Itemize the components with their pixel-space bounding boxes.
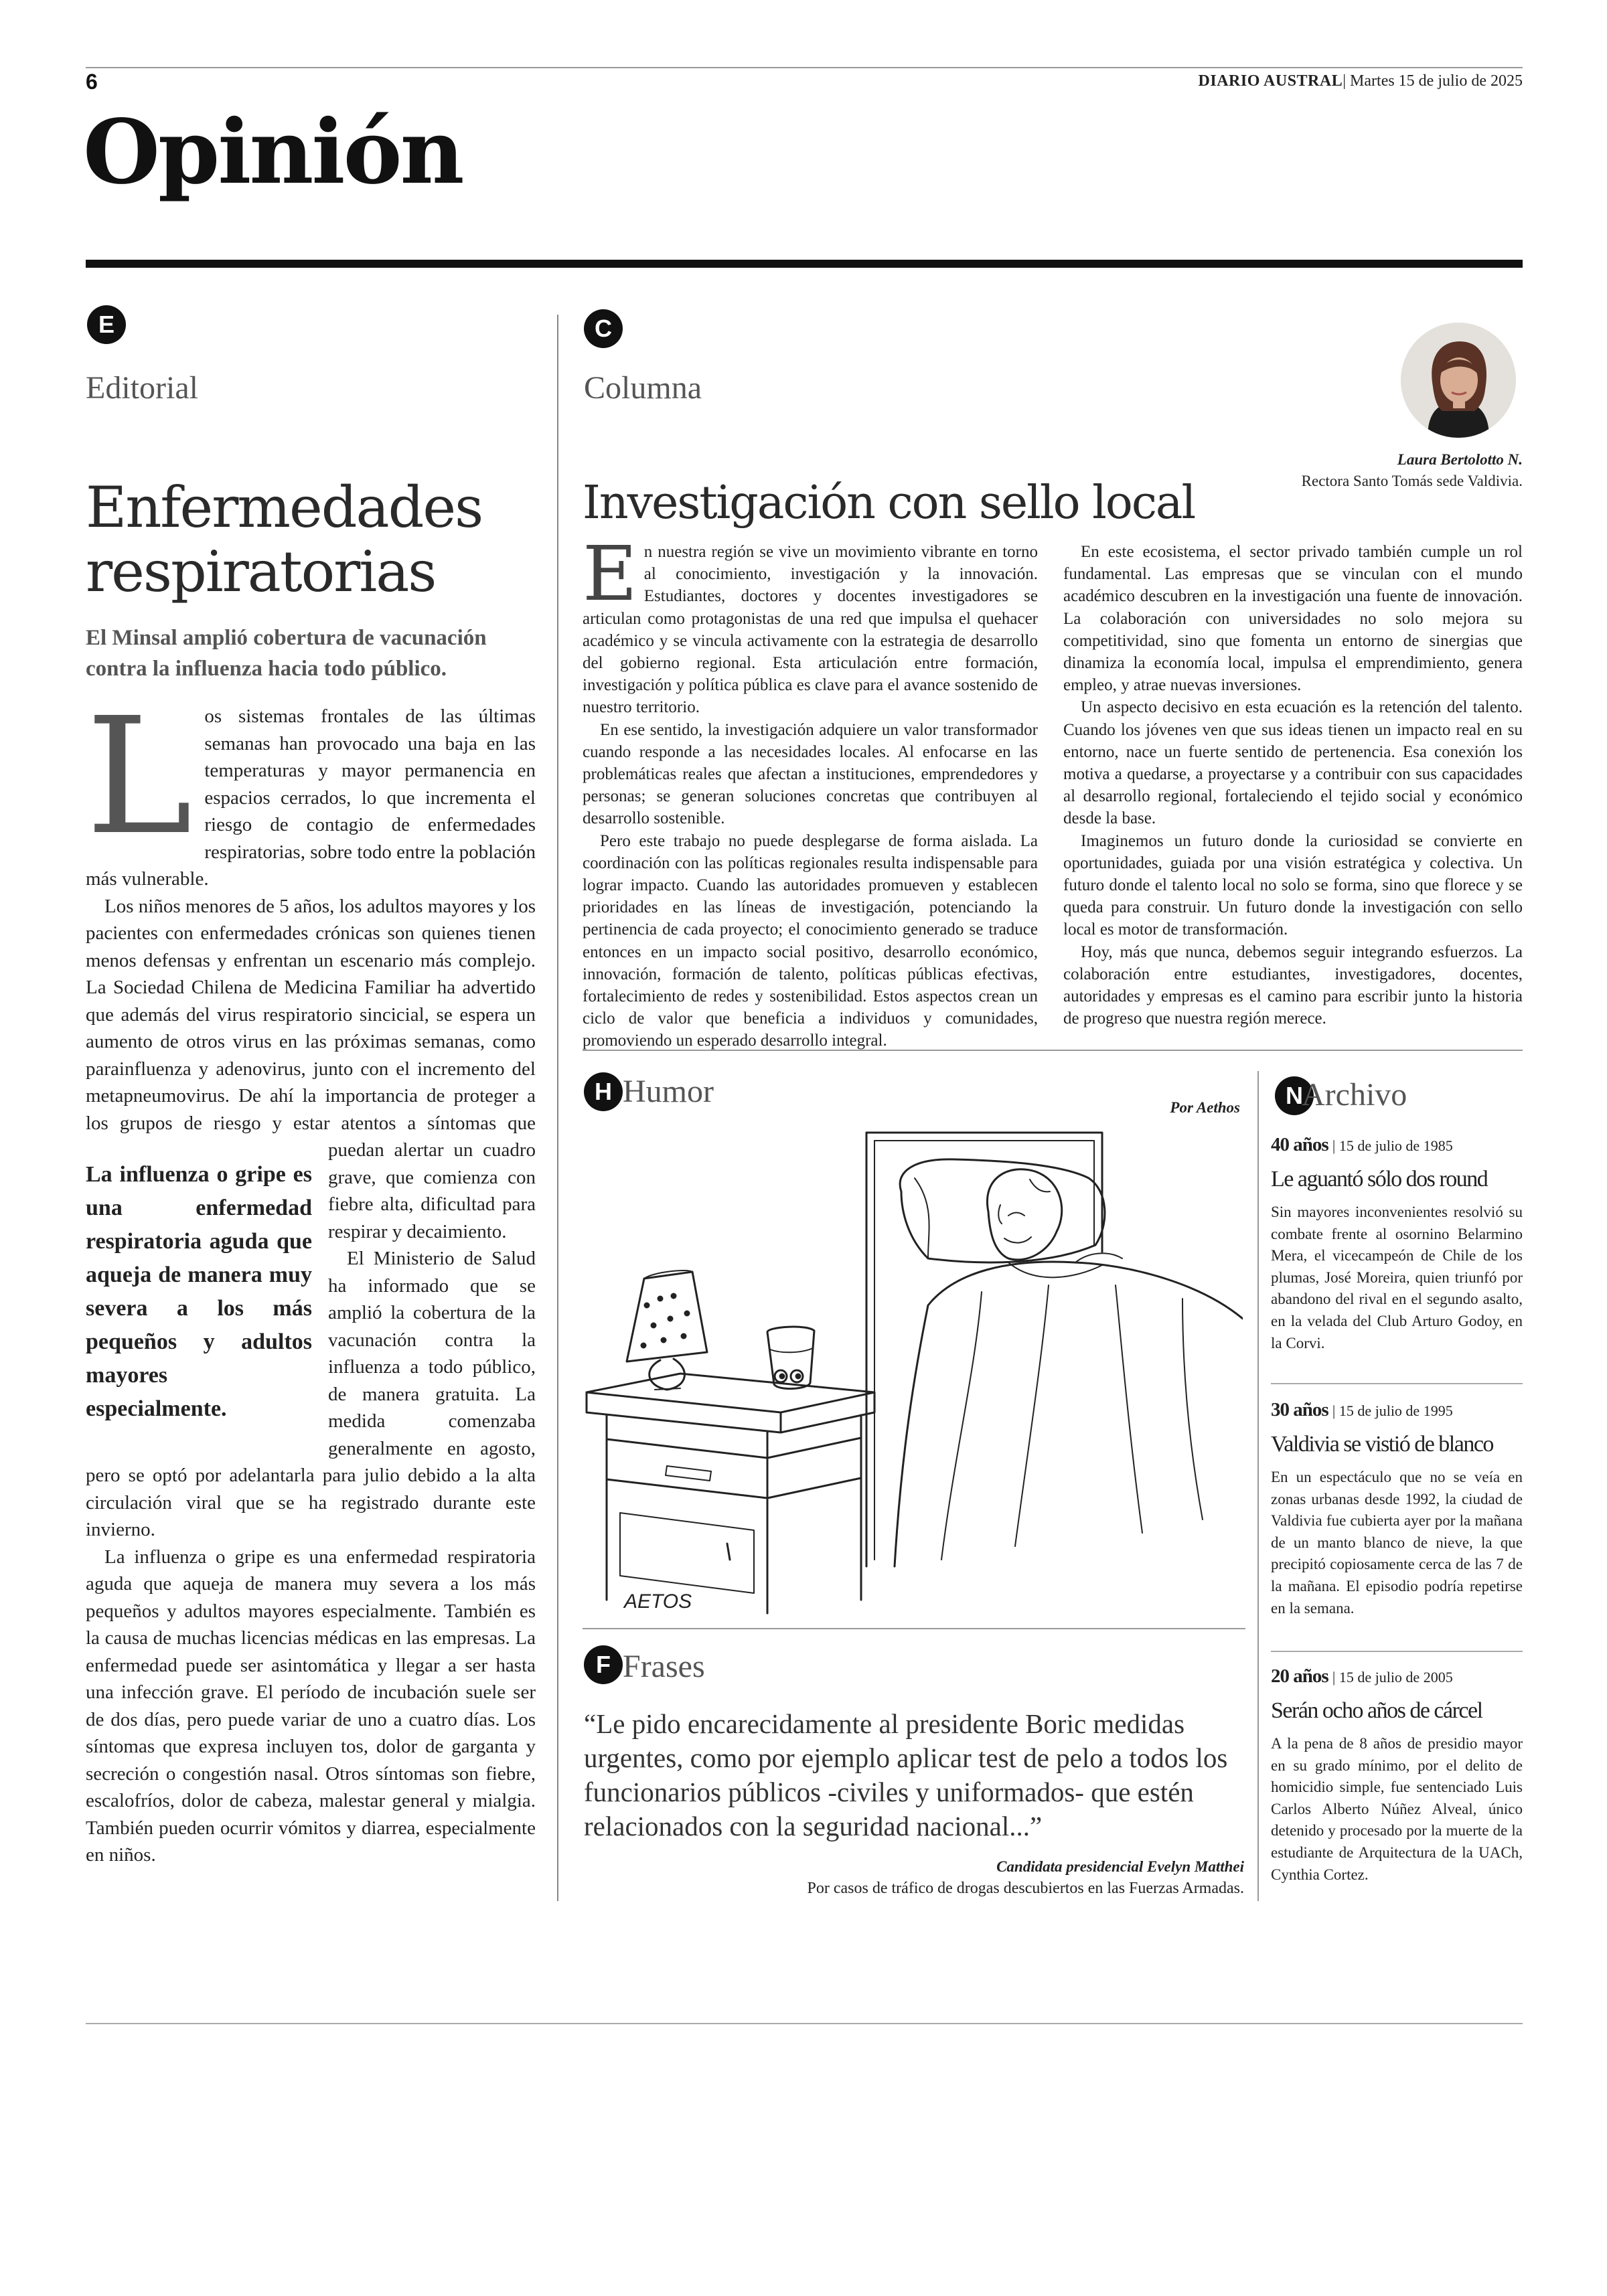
column-right-text xyxy=(1063,541,1523,1030)
archivo-years: 20 años xyxy=(1271,1665,1328,1687)
frases-quote: “Le pido encarecidamente al presidente Boric medidas urgentes, como por ejemplo aplicar test de pelo a todos los funcionarios públicos -civiles y uniformados- que estén relacionados con la seguridad nacional...” xyxy=(584,1708,1228,1841)
column-dropcap: E xyxy=(583,531,637,618)
column-bottom-rule xyxy=(583,1050,1523,1051)
section-rule xyxy=(86,260,1523,268)
column-left-text xyxy=(583,531,1038,1052)
column-paragraph: Hoy, más que nunca, debemos seguir integrando esfuerzos. La colaboración entre estudiantes, investigadores, docentes, autoridades y empresas es el camino para escribir junto la historia de progreso que nuestra región merece. xyxy=(1063,942,1523,1028)
archivo-years: 30 años xyxy=(1271,1399,1328,1420)
section-title: Opinión xyxy=(83,100,463,204)
archivo-divider xyxy=(1257,1071,1259,1901)
editorial-icon: E xyxy=(87,305,126,344)
column-paragraph: n nuestra región se vive un movimiento vibrante en torno al conocimiento, investigación y la innovación. Estudiantes, doctores y docentes investigadores se articulan como protagonistas de una red que impulsa el quehacer académico y se vincula activamente con la estrategia de desarrollo del gobierno regional. Esta articulación entre formación, investigación y política pública es clave para el avance sostenido de nuestro territorio. xyxy=(583,543,1038,717)
archivo-item xyxy=(1271,1665,1523,1886)
archivo-headline: Valdivia se vistió de blanco xyxy=(1271,1432,1493,1457)
humor-icon: H xyxy=(584,1072,623,1111)
frases-label: Frases xyxy=(623,1649,705,1684)
archivo-date: | 15 de julio de 2005 xyxy=(1332,1669,1453,1686)
humor-label: Humor xyxy=(623,1074,714,1109)
frases-icon: F xyxy=(584,1645,623,1684)
issue-date: | Martes 15 de julio de 2025 xyxy=(1343,72,1523,90)
top-rule xyxy=(86,67,1523,68)
column-paragraph: En ese sentido, la investigación adquiere un valor transformador cuando responde a las necesidades locales. Al enfocarse en las problemáticas reales que afectan a instituciones, emprendedores y personas; se generan soluciones concretas que contribuyen al desarrollo sostenible. xyxy=(583,720,1038,828)
page-number: 6 xyxy=(86,70,98,94)
archivo-date: | 15 de julio de 1985 xyxy=(1332,1137,1453,1154)
editorial-body xyxy=(86,683,536,1869)
archivo-headline: Le aguantó sólo dos round xyxy=(1271,1167,1488,1192)
archivo-item xyxy=(1271,1134,1523,1354)
column-divider xyxy=(557,315,558,1901)
humor-bottom-rule xyxy=(583,1628,1245,1629)
column-paragraph: Pero este trabajo no puede desplegarse de forma aislada. La coordinación con las políticas regionales resulta indispensable para lograr impacto. Cuando las autoridades promueven y establecen prioridades en las líneas de investigación, potenciando la pertinencia de cada proyecto; el conocimiento generado se traduce entonces en un impacto social positivo, desarrollo económico, innovación, formación de talento, políticas públicas efectivas, fortalecimiento de redes y sostenibilidad. Estos aspectos crean un ciclo de valor que beneficia a individuos y comunidades, promoviendo un esperado desarrollo integral. xyxy=(583,831,1038,1050)
archivo-headline: Serán ocho años de cárcel xyxy=(1271,1698,1482,1723)
editorial-paragraph: La influenza o gripe es una enfermedad respiratoria aguda que aqueja de manera muy severa a los más pequeños y adultos mayores especialmente. También es la causa de muchas licencias médicas en las empresas. La enfermedad puede ser asintomática y llegar a ser hasta una infección grave. El período de incubación suele ser de dos días, pero puede variar de uno a cuatro días. Los síntomas que expresa incluyen tos, dolor de garganta y secreción o congestión nasal. Otros síntomas son fiebre, escalofríos, dolor de cabeza, malestar general y mialgia. También pueden ocurrir vómitos y diarrea, especialmente en niños. xyxy=(86,1546,536,1866)
editorial-paragraph: Los niños menores de 5 años, los adultos mayores y los pacientes con enfermedades crónicas son quienes tienen menos defensas y enfrentan un escenario más complejo. La Sociedad Chilena de Medicina Familiar ha advertido que además del virus respiratorio sincicial, se espera un aumento de otros virus en las próximas semanas, como parainfluenza y adenovirus, junto con el incremento del metapneumovirus. De ahí la importancia de proteger a los grupos de riesgo y estar atentos a síntomas que puedan alertar un cuadro grave, que comienza con fiebre alta, dificultad para respirar y decaimiento. xyxy=(86,895,536,1242)
humor-cartoon xyxy=(580,1131,1243,1620)
editorial-label: Editorial xyxy=(86,370,198,406)
archivo-body: En un espectáculo que no se veía en zonas urbanas desde 1992, la ciudad de Valdivia fue cubierta ayer por la mañana de un manto blanco de nieve, la que precipitó copiosamente cerca de las 7 de la mañana. El episodio podría repetirse en la semana. xyxy=(1271,1469,1523,1617)
cartoon-signature: AETOS xyxy=(624,1590,692,1613)
column-author: Laura Bertolotto N. xyxy=(1397,451,1523,468)
column-author-role: Rectora Santo Tomás sede Valdivia. xyxy=(1301,473,1523,489)
masthead xyxy=(1199,72,1523,90)
editorial-paragraph: El Ministerio de Salud ha informado que se amplió la cobertura de la vacunación contra la influenza a todo público, de manera gratuita. La medida comenzaba generalmente en agosto, pero se optó por adelantarla para julio debido a la alta circulación viral que se ha registrado durante este invierno. xyxy=(86,1248,536,1540)
editorial-title: Enfermedades respiratorias xyxy=(86,475,483,604)
column-icon: C xyxy=(584,309,623,348)
column-title: Investigación con sello local xyxy=(583,477,1195,529)
column-paragraph: En este ecosistema, el sector privado también cumple un rol fundamental. Las empresas que se vinculan con el mundo académico descubren en la investigación una fuente de innovación. La colaboración con universidades no solo mejora su competitividad, sino que fomenta un entorno de sinergias que dinamiza la economía local, impulsa el emprendimiento, genera empleo, y atrae nuevas inversiones. xyxy=(1063,543,1523,695)
archivo-body: Sin mayores inconvenientes resolvió su combate frente al osornino Belarmino Mera, el vicecampeón de Chile de los plumas, José Moreira, quien triunfó por abandono del rival en el segundo asalto, en la velada del Club Arturo Godoy, en la Corvi. xyxy=(1271,1204,1523,1351)
column-paragraph: Un aspecto decisivo en esta ecuación es la retención del talento. Cuando los jóvenes ven que sus ideas tienen un impacto real en su entorno, nace un fuerte sentido de pertenencia. Esa conexión los motiva a quedarse, a proyectarse y a contribuir con sus capacidades al desarrollo regional, fortaleciendo el tejido social y económico desde la base. xyxy=(1063,698,1523,828)
archivo-date: | 15 de julio de 1995 xyxy=(1332,1402,1453,1419)
archivo-label: Archivo xyxy=(1302,1077,1407,1113)
frases-author: Candidata presidencial Evelyn Matthei xyxy=(996,1858,1244,1875)
editorial-subtitle: El Minsal amplió cobertura de vacunación contra la influenza hacia todo público. xyxy=(86,626,487,681)
editorial-paragraph: os sistemas frontales de las últimas semanas han provocado una baja en las temperaturas y mayor permanencia en espacios cerrados, lo que incrementa el riesgo de contagio de enfermedades respiratorias, sobre todo entre la población más vulnerable. xyxy=(86,706,536,890)
archivo-years: 40 años xyxy=(1271,1134,1328,1155)
column-label: Columna xyxy=(584,370,702,406)
editorial-pull-quote: La influenza o gripe es una enfermedad respiratoria aguda que aqueja de manera muy severa a los más pequeños y adultos mayores especialmente. xyxy=(86,1161,312,1421)
newspaper-name: DIARIO AUSTRAL xyxy=(1198,72,1343,90)
archivo-rule xyxy=(1271,1651,1523,1652)
column-paragraph: Imaginemos un futuro donde la curiosidad se convierte en oportunidades, guiada por una visión estratégica y colectiva. Un futuro donde el talento local no solo se forma, sino que florece y se queda para construir. Un futuro donde la investigación con sello local es motor de transformación. xyxy=(1063,831,1523,939)
editorial-dropcap: L xyxy=(86,683,193,870)
archivo-body: A la pena de 8 años de presidio mayor en su grado mínimo, por el delito de homicidio simple, fue sentenciado Luis Carlos Alberto Núñez Alveal, único detenido y procesado por la muerte de la estudiante de Arquitectura de la UACh, Cynthia Cortez. xyxy=(1271,1735,1523,1883)
humor-credit: Por Aethos xyxy=(1170,1099,1240,1116)
archivo-item xyxy=(1271,1399,1523,1619)
frases-context: Por casos de tráfico de drogas descubiertos en las Fuerzas Armadas. xyxy=(807,1880,1244,1897)
author-avatar xyxy=(1401,323,1516,438)
archivo-rule xyxy=(1271,1383,1523,1384)
bottom-rule xyxy=(86,2023,1523,2024)
archivo-icon: N xyxy=(1275,1076,1314,1115)
